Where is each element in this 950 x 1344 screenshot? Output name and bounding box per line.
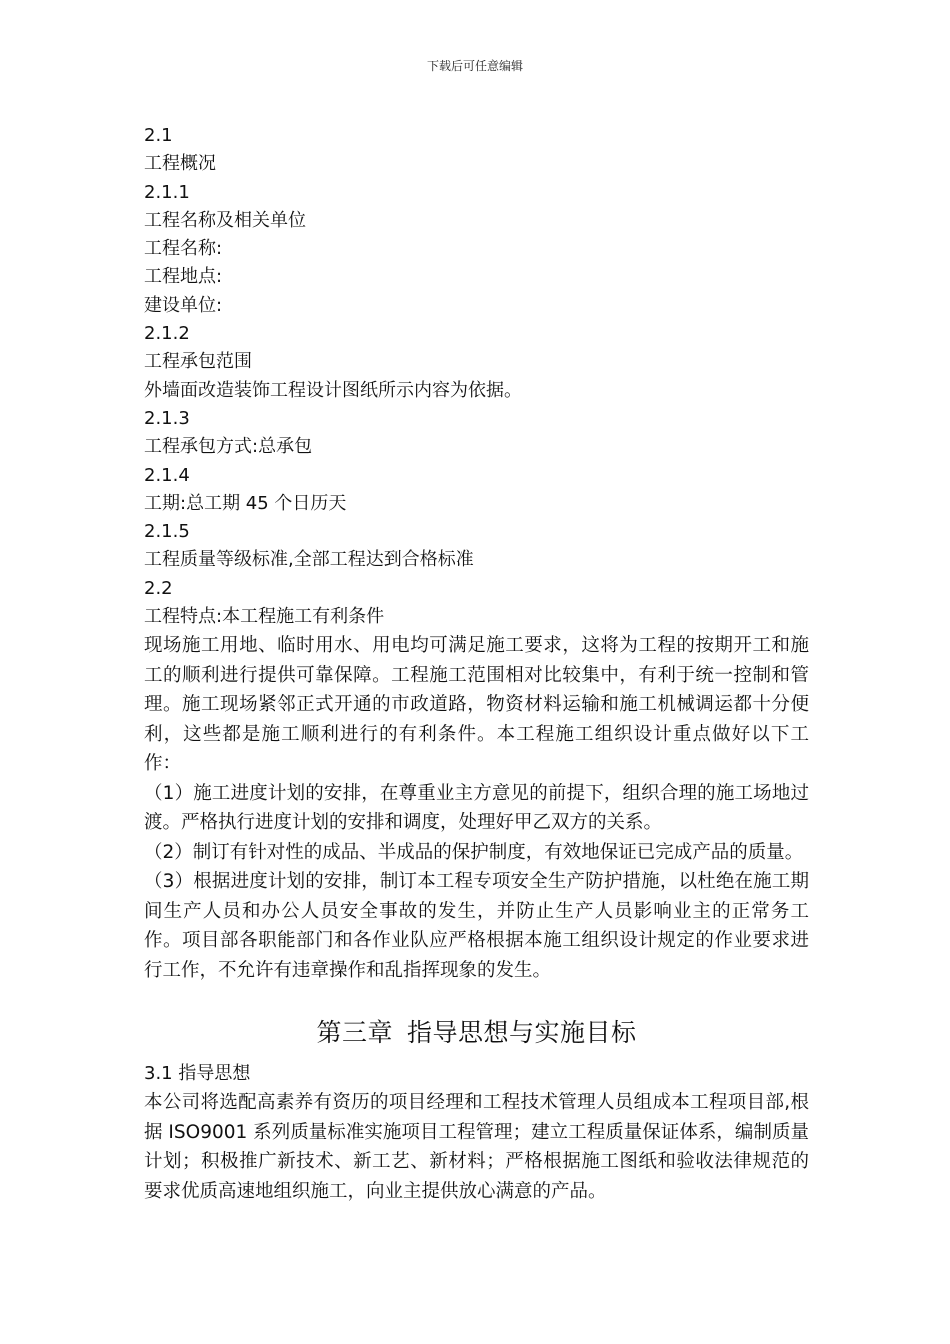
document-body (144, 122, 809, 1206)
section-title: 工期:总工期 45 个日历天 (144, 492, 347, 514)
header-note: 下载后可任意编辑 (426, 59, 523, 73)
section-title: 3.1 指导思想 (144, 1063, 251, 1085)
section-number: 2.1.2 (144, 323, 190, 345)
section-number: 2.1.1 (144, 181, 190, 203)
section-title: 工程名称及相关单位 (144, 209, 306, 231)
paragraph-item: （3）根据进度计划的安排，制订本工程专项安全生产防护措施，以杜绝在施工期间生产人员和办公人员安全事故的发生，并防止生产人员影响业主的正常务工作。项目部各职能部门和各作业队应严格根据本施工组织设计规定的作业要求进行工作，不允许有违章操作和乱指挥现象的发生。 (144, 871, 809, 981)
section-title: 工程承包范围 (144, 351, 252, 373)
chapter-heading (144, 1012, 809, 1054)
section-title: 工程特点:本工程施工有利条件 (144, 606, 385, 628)
section-number: 2.2 (144, 577, 173, 599)
section-title: 工程质量等级标准,全部工程达到合格标准 (144, 549, 474, 571)
paragraph-item: （2）制订有针对性的成品、半成品的保护制度，有效地保证已完成产品的质量。 (144, 841, 804, 863)
section-number: 2.1.4 (144, 464, 190, 486)
paragraph-item: （1）施工进度计划的安排，在尊重业主方意见的前提下，组织合理的施工场地过渡。严格执行进度计划的安排和调度，处理好甲乙双方的关系。 (144, 782, 809, 834)
chapter-title: 指导思想与实施目标 (407, 1018, 637, 1048)
section-title: 工程概况 (144, 153, 216, 175)
paragraph-body: 本公司将选配高素养有资历的项目经理和工程技术管理人员组成本工程项目部,根据 ISO9001 系列质量标准实施项目工程管理；建立工程质量保证体系，编制质量计划；积极推广新技术、新工艺、新材料；严格根据施工图纸和验收法律规范的要求优质高速地组织施工，向业主提供放心满意的产品。 (144, 1092, 809, 1202)
chapter-label: 第三章 (316, 1018, 393, 1048)
section-title: 工程承包方式:总承包 (144, 436, 313, 458)
project-location-label: 工程地点: (144, 266, 223, 288)
section-body: 外墙面改造装饰工程设计图纸所示内容为依据。 (144, 379, 522, 401)
paragraph-intro: 现场施工用地、临时用水、用电均可满足施工要求，这将为工程的按期开工和施工的顺利进行提供可靠保障。工程施工范围相对比较集中，有利于统一控制和管理。施工现场紧邻正式开通的市政道路，物资材料运输和施工机械调运都十分便利，这些都是施工顺利进行的有利条件。本工程施工组织设计重点做好以下工作： (144, 635, 809, 775)
owner-unit-label: 建设单位: (144, 294, 223, 316)
project-name-label: 工程名称: (144, 238, 223, 260)
section-number: 2.1 (144, 125, 173, 146)
section-number: 2.1.5 (144, 521, 190, 543)
section-number: 2.1.3 (144, 407, 190, 429)
